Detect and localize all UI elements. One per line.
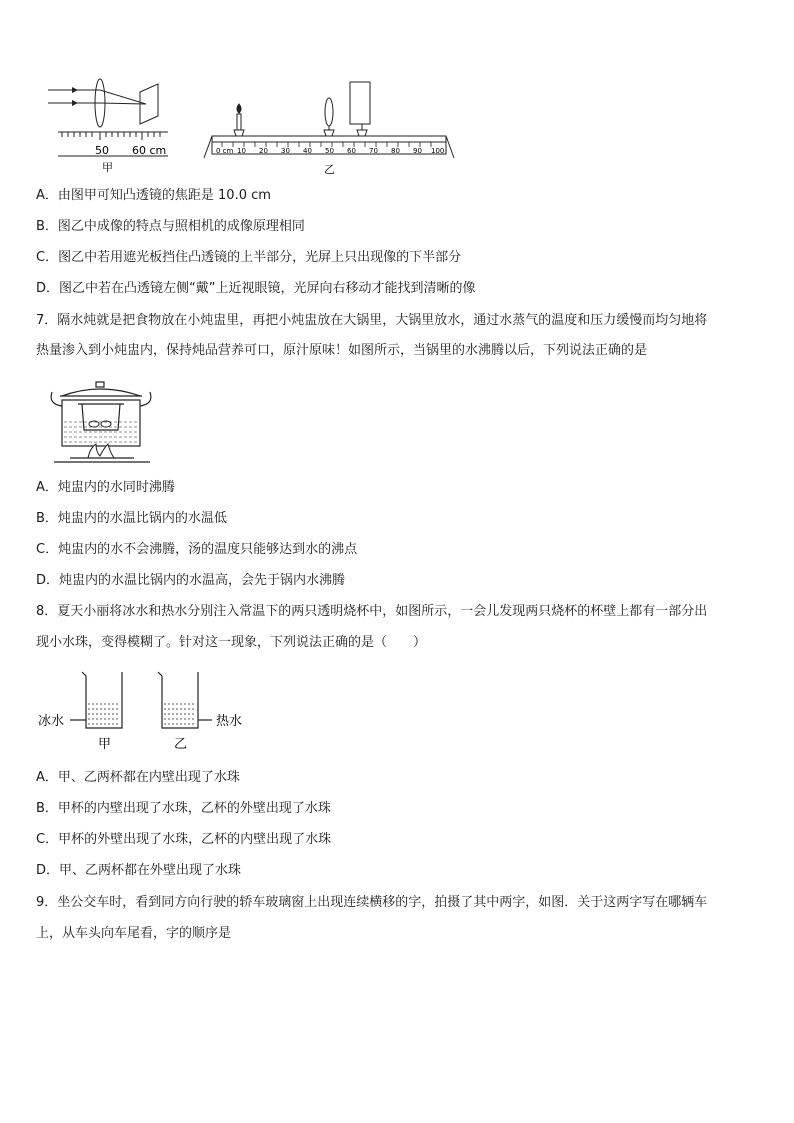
- figure-caption-jia: 甲: [102, 161, 113, 174]
- q8-option-b: B．甲杯的内壁出现了水珠，乙杯的外壁出现了水珠: [36, 801, 331, 816]
- q8-stem-line1: 8．夏天小丽将冰水和热水分别注入常温下的两只透明烧杯中，如图所示，一会儿发现两只烧杯的杯壁上都有一部分出: [36, 604, 708, 619]
- bench-label-20: 20: [259, 147, 268, 155]
- q6-option-c: C．图乙中若用遮光板挡住凸透镜的上半部分，光屏上只出现像的下半部分: [36, 250, 462, 265]
- q7-option-a: A．炖盅内的水同时沸腾: [36, 480, 175, 495]
- q6-option-b: B．图乙中成像的特点与照相机的成像原理相同: [36, 219, 305, 234]
- q6-option-d: D．图乙中若在凸透镜左侧“戴”上近视眼镜，光屏向右移动才能找到清晰的像: [36, 281, 476, 296]
- figure-q8-beakers: [36, 668, 256, 754]
- bench-label-30: 30: [281, 147, 290, 155]
- beaker-caption-yi: 乙: [174, 737, 188, 752]
- q9-stem-line2: 上，从车头向车尾看，字的顺序是: [36, 926, 232, 941]
- bench-label-60: 60: [347, 147, 356, 155]
- q7-stem-line1: 7．隔水炖就是把食物放在小炖盅里，再把小炖盅放在大锅里，大锅里放水，通过水蒸气的温度和压力缓慢而均匀地将: [36, 313, 708, 328]
- q7-stem-line2: 热量渗入到小炖盅内，保持炖品营养可口，原汁原味！如图所示，当锅里的水沸腾以后，下列说法正确的是: [36, 343, 648, 358]
- bench-label-0: 0 cm: [216, 147, 234, 155]
- q8-option-a: A．甲、乙两杯都在内壁出现了水珠: [36, 770, 240, 785]
- q6-option-a: A．由图甲可知凸透镜的焦距是 10.0 cm: [36, 188, 271, 203]
- bench-label-40: 40: [303, 147, 312, 155]
- label-ice-water: 冰水: [38, 714, 65, 729]
- q9-stem-line1: 9．坐公交车时，看到同方向行驶的轿车玻璃窗上出现连续横移的字，拍摄了其中两字，如图．关于这两字写在哪辆车: [36, 895, 708, 910]
- bench-label-100: 100: [431, 147, 445, 155]
- q7-option-c: C．炖盅内的水不会沸腾，汤的温度只能够达到水的沸点: [36, 542, 358, 557]
- q7-option-d: D．炖盅内的水温比锅内的水温高，会先于锅内水沸腾: [36, 573, 346, 588]
- beaker-caption-jia: 甲: [98, 737, 112, 752]
- figure-jia-lens-focal: [40, 76, 180, 176]
- bench-label-70: 70: [369, 147, 378, 155]
- q8-option-c: C．甲杯的外壁出现了水珠，乙杯的内壁出现了水珠: [36, 832, 332, 847]
- q7-option-b: B．炖盅内的水温比锅内的水温低: [36, 511, 227, 526]
- figure-yi-optical-bench: [200, 76, 465, 176]
- bench-label-90: 90: [413, 147, 422, 155]
- bench-label-10: 10: [237, 147, 246, 155]
- figure-q7-double-boiler: [44, 378, 164, 464]
- tick-50-label: 50: [95, 144, 109, 157]
- q8-stem-line2: 现小水珠，变得模糊了。针对这一现象，下列说法正确的是（ ）: [36, 635, 427, 650]
- figure-caption-yi: 乙: [324, 163, 335, 176]
- tick-60-label: 60 cm: [132, 144, 167, 157]
- label-hot-water: 热水: [216, 714, 243, 729]
- q8-option-d: D．甲、乙两杯都在外壁出现了水珠: [36, 863, 242, 878]
- bench-label-50: 50: [325, 147, 334, 155]
- bench-label-80: 80: [391, 147, 400, 155]
